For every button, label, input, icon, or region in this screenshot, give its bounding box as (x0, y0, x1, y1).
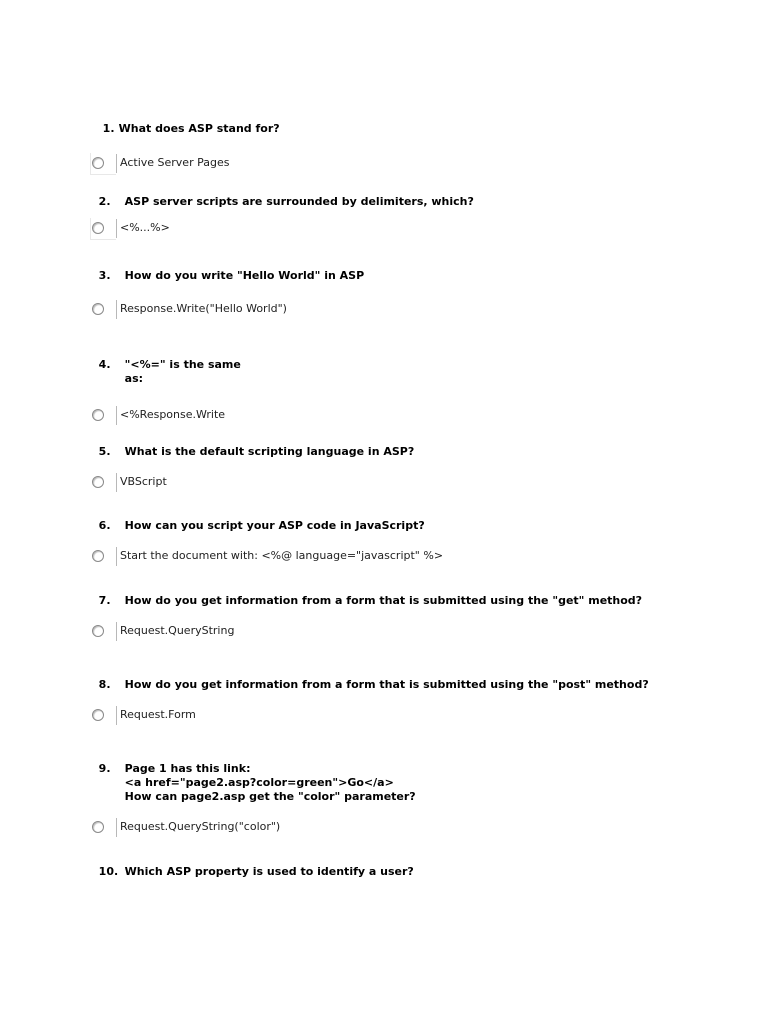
radio-button[interactable] (92, 409, 104, 421)
question-text: What does ASP stand for? (118, 122, 280, 135)
question-text: ASP server scripts are surrounded by delimiters, which? (124, 195, 474, 208)
divider (116, 473, 117, 492)
answer-label: Active Server Pages (120, 156, 230, 169)
radio-button[interactable] (92, 222, 104, 234)
radio-button[interactable] (92, 476, 104, 488)
question-number: 8. (98, 678, 111, 691)
question-4 (91, 344, 731, 386)
answer-label: Request.QueryString (120, 624, 235, 637)
question-1 (95, 108, 735, 136)
question-number: 6. (98, 519, 111, 532)
answer-label: Start the document with: <%@ language="javascript" %> (120, 549, 444, 562)
question-9 (91, 748, 731, 804)
answer-label: Request.Form (120, 708, 196, 721)
question-number: 9. (98, 762, 111, 775)
divider (116, 547, 117, 566)
question-text: How do you write "Hello World" in ASP (124, 269, 365, 282)
question-text: What is the default scripting language in ASP? (124, 445, 415, 458)
radio-button[interactable] (92, 709, 104, 721)
radio-button[interactable] (92, 303, 104, 315)
radio-button[interactable] (92, 625, 104, 637)
answer-label: Response.Write("Hello World") (120, 302, 287, 315)
question-number: 10. (98, 865, 119, 878)
question-number: 2. (98, 195, 111, 208)
question-10 (91, 851, 731, 879)
divider (116, 706, 117, 725)
question-text: Which ASP property is used to identify a user? (124, 865, 414, 878)
question-number: 3. (98, 269, 111, 282)
question-number: 7. (98, 594, 111, 607)
answer-label: Request.QueryString("color") (120, 820, 281, 833)
divider (116, 300, 117, 319)
divider (116, 622, 117, 641)
question-number: 1. (102, 122, 115, 135)
divider (116, 154, 117, 173)
question-text: How do you get information from a form that is submitted using the "post" method? (124, 678, 649, 691)
question-6 (91, 505, 731, 533)
question-2 (91, 181, 731, 209)
question-3 (91, 255, 731, 283)
divider (116, 818, 117, 837)
radio-button[interactable] (92, 550, 104, 562)
question-number: 5. (98, 445, 111, 458)
question-text: "<%=" is the same as: (124, 358, 241, 385)
answer-label: <%...%> (120, 221, 170, 234)
radio-button[interactable] (92, 821, 104, 833)
question-5 (91, 431, 731, 459)
divider (116, 406, 117, 425)
radio-button[interactable] (92, 157, 104, 169)
answer-label: <%Response.Write (120, 408, 226, 421)
question-text: How do you get information from a form that is submitted using the "get" method? (124, 594, 643, 607)
question-7 (91, 580, 731, 608)
question-8 (91, 664, 731, 692)
divider (116, 219, 117, 238)
question-number: 4. (98, 358, 111, 371)
question-text: Page 1 has this link: <a href="page2.asp?color=green">Go</a> How can page2.asp get the "color" parameter? (124, 762, 416, 803)
answer-label: VBScript (120, 475, 167, 488)
question-text: How can you script your ASP code in JavaScript? (124, 519, 425, 532)
